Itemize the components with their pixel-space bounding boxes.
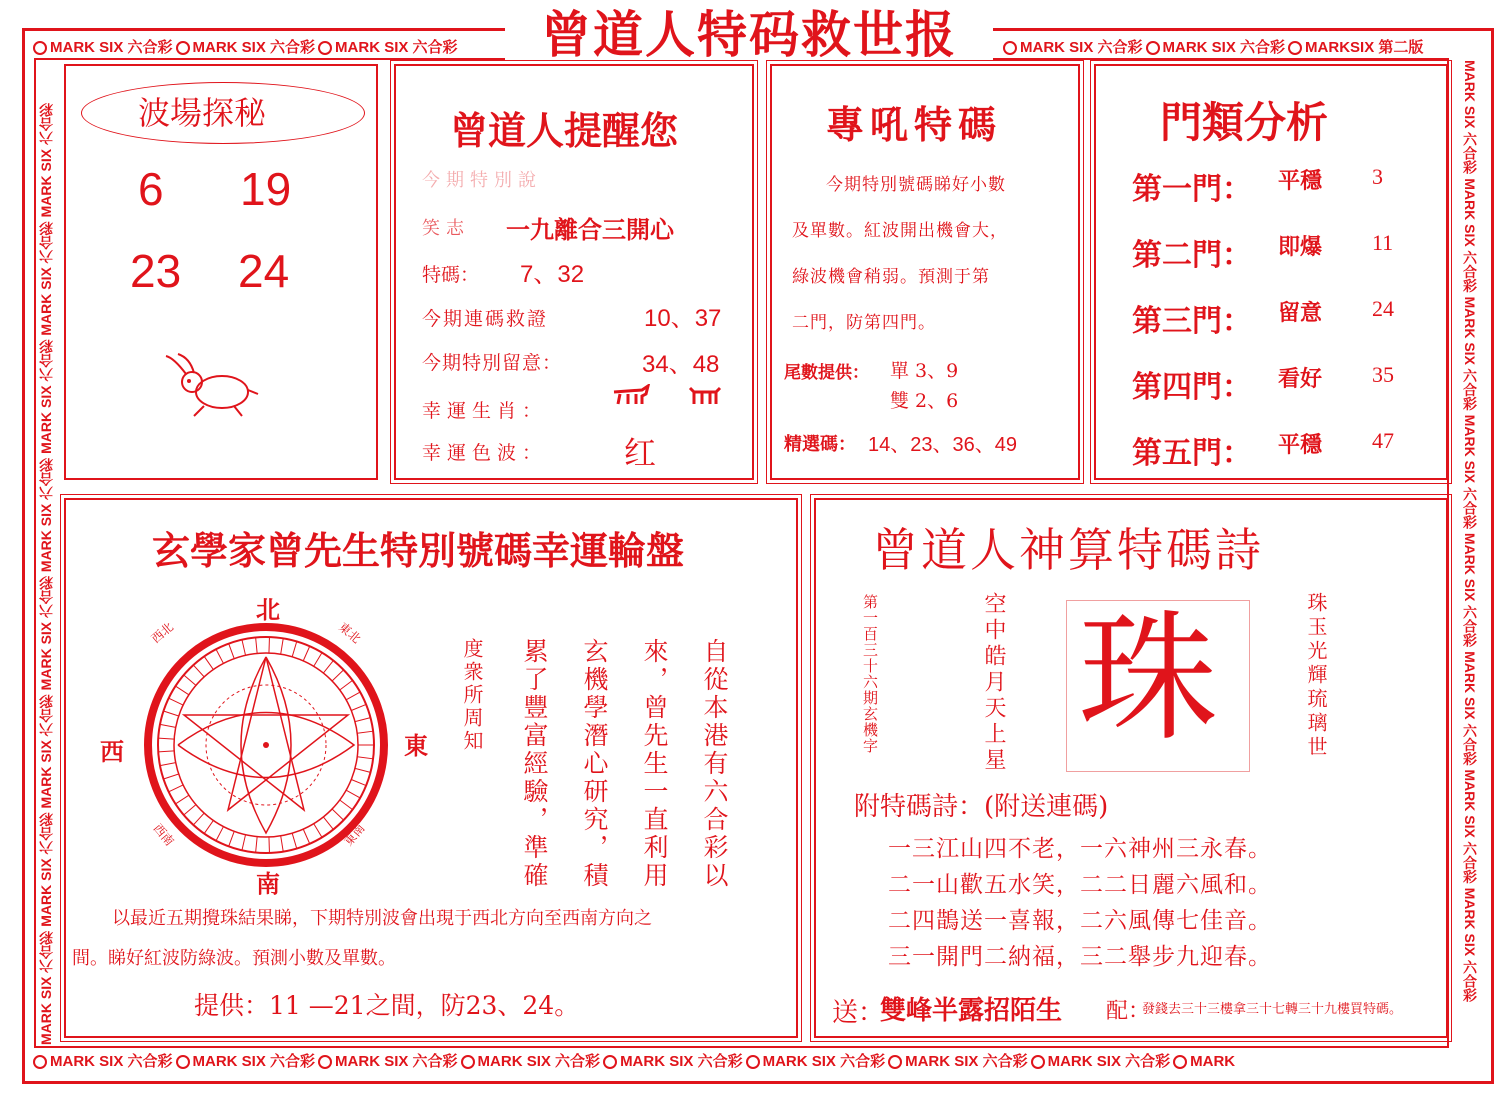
wheel-tick — [292, 641, 297, 656]
flower-icon — [1288, 41, 1302, 55]
tail-double: 雙 2、6 — [890, 390, 959, 412]
strip-text: MARKSIX 第二版 — [1305, 39, 1424, 56]
top-strip-right — [1000, 36, 1478, 57]
right-vertical-strip: MARK SIX 六合彩 MARK SIX 六合彩 MARK SIX 六合彩 MARK SIX 六合彩 MARK SIX 六合彩 MARK SIX 六合彩 MARK SIX 六合彩 MARK SIX 六合彩 — [1462, 60, 1478, 1002]
reminder-value: 34、48 — [642, 351, 720, 378]
flower-icon — [318, 41, 332, 55]
strip-text: MARK — [1190, 1053, 1236, 1070]
wheel-tick — [351, 780, 366, 786]
door-value: 11 — [1372, 230, 1394, 255]
pick-label: 精選碼： — [784, 434, 856, 455]
wheel-tick — [184, 675, 196, 685]
strip-text: MARK SIX 六合彩 — [620, 1053, 743, 1070]
door-name: 第四門： — [1132, 370, 1252, 405]
tail-label: 尾數提供： — [784, 363, 869, 383]
top-strip-left — [30, 36, 505, 57]
flower-icon — [888, 1055, 902, 1069]
door-analysis-panel — [1094, 64, 1448, 480]
wave-field-title: 波場探秘 — [138, 94, 267, 132]
strip-text: MARK SIX 六合彩 — [762, 1053, 886, 1070]
lucky-color-value: 红 — [624, 434, 657, 472]
reminder-value: 10、37 — [644, 305, 722, 332]
wheel-tick — [169, 698, 183, 705]
wheel-tick — [340, 680, 353, 690]
special-code-panel — [770, 64, 1080, 480]
reminder-panel — [394, 64, 754, 480]
wheel-tick — [281, 836, 284, 852]
door-value: 24 — [1372, 296, 1394, 321]
door-value: 3 — [1372, 164, 1383, 189]
wheel-text-column: 來，曾先生一直利用 — [640, 638, 669, 890]
poem-line: 一三江山四不老，一六神州三永春。 — [888, 836, 1272, 862]
strip-text: MARK SIX 六合彩 — [905, 1053, 1028, 1070]
flower-icon — [1031, 1055, 1045, 1069]
wheel-tick — [355, 768, 370, 772]
door-status: 平穩 — [1278, 432, 1323, 458]
reminder-label: 幸運生肖： — [422, 400, 548, 422]
wheel-tick — [314, 824, 322, 838]
door-status: 即爆 — [1278, 234, 1323, 260]
compass-east: 東 — [404, 732, 428, 760]
lucky-wheel-title: 玄學家曾先生特別號碼幸運輪盤 — [152, 529, 685, 573]
door-value: 35 — [1372, 362, 1394, 387]
special-code-title: 專吼特碼 — [826, 102, 1003, 147]
wheel-text-column: 累了豐富經驗，準確 — [520, 638, 549, 890]
flower-icon — [176, 41, 190, 55]
wheel-note-line: 間。睇好紅波防綠波。預測小數及單數。 — [72, 948, 396, 969]
wheel-tick — [164, 711, 179, 716]
wave-number: 24 — [238, 245, 290, 297]
flower-icon — [176, 1055, 190, 1069]
flower-icon — [1003, 41, 1017, 55]
match-text: 發錢去三十三樓拿三十七轉三十九樓買特碼。 — [1142, 1002, 1403, 1017]
flower-icon — [33, 41, 47, 55]
reminder-label: 今期特別留意： — [422, 352, 563, 374]
wheel-note-line: 以最近五期攪珠結果睇，下期特別波會出現于西北方向至西南方向之 — [112, 908, 652, 929]
wheel-tick — [229, 831, 235, 846]
wheel-tick — [269, 637, 270, 653]
door-name: 第二門： — [1132, 238, 1252, 273]
compass-northeast: 東北 — [335, 619, 364, 646]
wheel-tick — [351, 704, 366, 710]
match-label: 配： — [1106, 999, 1151, 1024]
flower-icon — [1146, 41, 1160, 55]
wheel-tick — [160, 724, 176, 727]
masthead-title: 曾道人特码救世报 — [505, 0, 993, 62]
wheel-tick — [303, 646, 309, 661]
compass-northwest: 西北 — [148, 619, 177, 646]
door-status: 平穩 — [1278, 168, 1323, 194]
special-code-text: 二門，防第四門。 — [792, 313, 936, 333]
wheel-tick — [346, 790, 360, 798]
wheel-tick — [269, 837, 270, 853]
left-vertical-strip: MARK SIX 六合彩 MARK SIX 六合彩 MARK SIX 六合彩 MARK SIX 六合彩 MARK SIX 六合彩 MARK SIX 六合彩 MARK SIX 六合彩 MARK SIX 六合彩 — [38, 103, 54, 1045]
verse-right: 珠玉光輝琉璃世 — [1304, 592, 1328, 760]
rabbit-icon — [164, 352, 264, 422]
wheel-tick — [175, 795, 188, 804]
reminder-label: 笑志 — [422, 218, 470, 239]
compass-west: 西 — [100, 738, 124, 766]
poem-line: 二一山歡五水笑，二二日麗六風和。 — [888, 872, 1272, 898]
reminder-label: 今期特別說 — [422, 170, 542, 191]
special-code-text: 綠波機會稍弱。預測于第 — [792, 267, 990, 287]
wheel-tick — [323, 817, 333, 830]
strip-text: MARK SIX 六合彩 — [50, 39, 173, 56]
door-value: 47 — [1372, 428, 1394, 453]
poem-panel-title: 曾道人神算特碼詩 — [872, 523, 1264, 577]
door-status: 留意 — [1278, 300, 1323, 326]
compass-south: 南 — [256, 870, 280, 898]
wheel-tick — [292, 833, 297, 848]
flower-icon — [461, 1055, 475, 1069]
pick-values: 14、23、36、49 — [868, 434, 1017, 456]
strip-text: MARK SIX 六合彩 — [192, 1053, 316, 1070]
reminder-value: 7、32 — [520, 261, 585, 288]
poem-line: 二四鵲送一喜報，二六風傳七佳音。 — [888, 908, 1272, 934]
compass-southwest: 西南 — [150, 821, 177, 849]
tiger-icon — [612, 384, 650, 408]
wheel-tick — [216, 827, 223, 841]
wheel-tick — [242, 835, 246, 851]
wheel-tick — [158, 751, 174, 752]
strip-text: MARK SIX 六合彩 — [477, 1053, 601, 1070]
flower-icon — [1173, 1055, 1187, 1069]
wheel-tick — [355, 718, 370, 722]
reminder-title: 曾道人提醒您 — [450, 109, 679, 153]
strip-text: MARK SIX 六合彩 — [1020, 39, 1143, 56]
door-name: 第五門： — [1132, 436, 1252, 471]
poem-subtitle: 附特碼詩：(附送連碼) — [854, 792, 1109, 822]
wheel-tick — [169, 785, 183, 792]
ox-icon — [686, 384, 724, 408]
strip-text: MARK SIX 六合彩 — [1047, 1053, 1171, 1070]
period-label: 第一百三十六期玄機字 — [861, 594, 879, 754]
strip-text: MARK SIX 六合彩 — [50, 1053, 173, 1070]
flower-icon — [603, 1055, 617, 1069]
strip-text: MARK SIX 六合彩 — [192, 39, 316, 56]
flower-icon — [33, 1055, 47, 1069]
wheel-tick — [357, 757, 373, 759]
lucky-wheel-panel — [64, 498, 798, 1038]
flower-icon — [318, 1055, 332, 1069]
wheel-tick — [158, 738, 174, 739]
wheel-tick — [204, 656, 213, 669]
gift-label: 送： — [832, 998, 885, 1028]
special-code-text: 今期特別號碼睇好小數 — [826, 175, 1006, 195]
wheel-tick — [323, 661, 333, 674]
verse-middle: 空中皓月天上星 — [981, 592, 1006, 774]
wheel-tick — [332, 809, 343, 820]
flower-icon — [746, 1055, 760, 1069]
poem-panel — [814, 498, 1448, 1038]
strip-text: MARK SIX 六合彩 — [335, 39, 458, 56]
wheel-tick — [204, 820, 213, 833]
gift-text: 雙峰半露招陌生 — [880, 996, 1063, 1026]
wave-number: 6 — [138, 163, 164, 215]
wheel-tick — [281, 638, 284, 654]
wheel-tick — [184, 805, 196, 815]
big-character: 珠 — [1078, 598, 1219, 761]
wheel-tick — [357, 731, 373, 733]
wheel-tick — [242, 640, 246, 656]
wheel-tick — [229, 644, 235, 659]
tail-single: 單 3、9 — [890, 360, 959, 382]
door-name: 第三門： — [1132, 304, 1252, 339]
compass-southeast: 東南 — [341, 821, 368, 849]
wheel-text-column: 玄機學潛心研究，積 — [580, 638, 609, 890]
wheel-tick — [303, 829, 309, 844]
wheel-tick — [314, 653, 322, 667]
wheel-tick — [216, 649, 223, 663]
reminder-label: 今期連碼救證 — [422, 308, 549, 330]
wheel-tick — [193, 665, 204, 677]
wheel-tick — [164, 774, 179, 779]
reminder-label: 幸運色波： — [422, 442, 548, 464]
wheel-tick — [160, 763, 176, 766]
compass-north: 北 — [256, 596, 280, 624]
wave-number: 23 — [130, 245, 182, 297]
door-name: 第一門： — [1132, 172, 1252, 207]
wheel-text-column: 自從本港有六合彩以 — [700, 638, 729, 890]
special-code-text: 及單數。紅波開出機會大， — [792, 221, 1008, 241]
wheel-provide: 提供：11 —21之間，防23、24。 — [194, 991, 580, 1020]
wheel-tick — [193, 813, 204, 825]
reminder-label: 特碼： — [422, 264, 480, 286]
wheel-tick — [256, 837, 258, 853]
door-status: 看好 — [1278, 366, 1323, 392]
wheel-tick — [332, 670, 343, 681]
wheel-tick — [346, 692, 360, 700]
wheel-text-column: 度衆所周知 — [460, 638, 484, 753]
door-analysis-title: 門類分析 — [1160, 98, 1329, 147]
wave-field-panel — [64, 64, 378, 480]
reminder-value: 一九離合三開心 — [506, 216, 674, 244]
strip-text: MARK SIX 六合彩 — [1162, 39, 1286, 56]
wave-number: 19 — [240, 163, 292, 215]
poem-line: 三一開門二納福，三二舉步九迎春。 — [888, 944, 1272, 970]
wheel-tick — [340, 800, 353, 810]
wheel-tick — [256, 637, 258, 653]
wheel-tick — [175, 686, 188, 695]
bottom-strip — [30, 1050, 1480, 1071]
strip-text: MARK SIX 六合彩 — [335, 1053, 458, 1070]
